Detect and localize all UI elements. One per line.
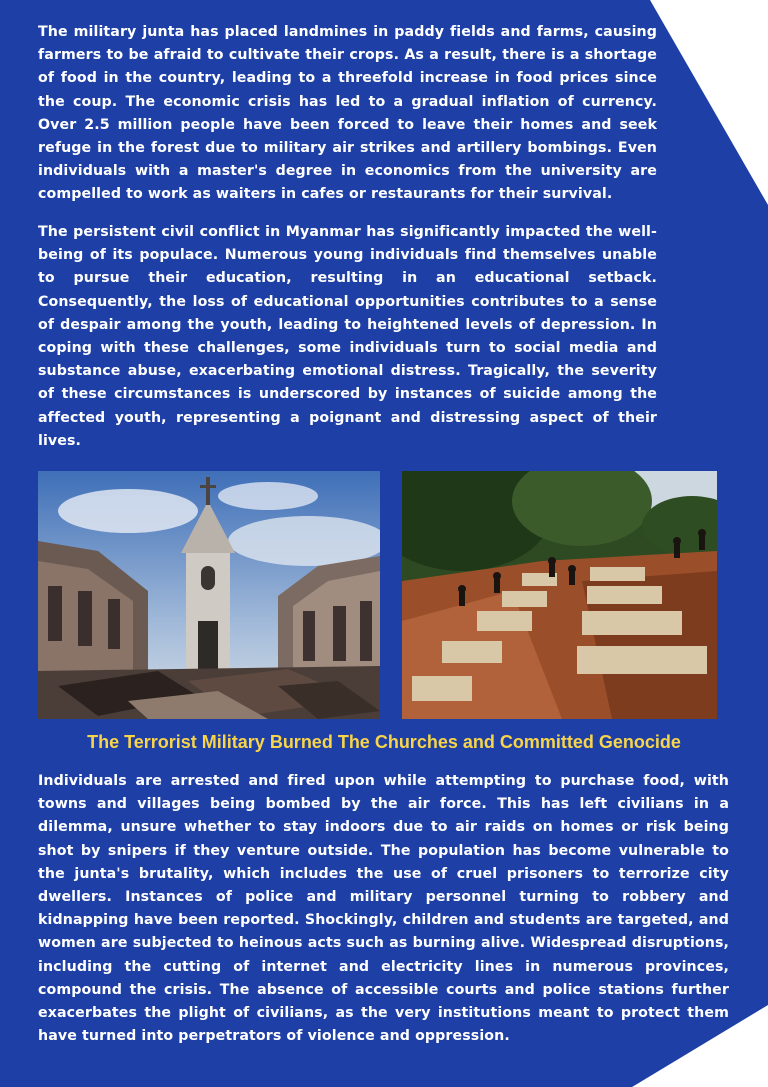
- paragraph-landmines-food-crisis: The military junta has placed landmines in paddy fields and farms, causing farmers to be afraid to cultivate their crops. As a result, there is a shortage of food in the country, leading to a threefold increase in food prices since the coup. The economic crisis has led to a gradual inflation of currency. Over 2.5 million people have been forced to leave their homes and seek refuge in the forest due to military air strikes and artillery bombings. Even individuals with a master's degree in economics from the university are compelled to work as waiters in cafes or restaurants for their survival.: [38, 24, 657, 203]
- photo-caption: The Terrorist Military Burned The Churches and Committed Genocide: [87, 732, 681, 752]
- paragraph-civilian-violence: Individuals are arrested and fired upon while attempting to purchase food, with towns and villages being bombed by the air force. This has left civilians in a dilemma, unsure whether to stay indoors due to air raids on homes or risk being shot by snipers if they venture outside. The population has become vulnerable to the junta's brutality, which includes the use of cruel prisoners to terrorize city dwellers. Instances of police and military personnel turning to robbery and kidnapping have been reported. Shockingly, children and students are targeted, and women are subjected to heinous acts such as burning alive. Widespread disruptions, including the cutting of internet and electricity lines in numerous provinces, compound the crisis. The absence of accessible courts and police stations further exacerbates the plight of civilians, as the very institutions meant to protect them have turned into perpetrators of violence and oppression.: [38, 773, 729, 1045]
- mass-graves-photo: [402, 471, 717, 719]
- burned-church-photo: [38, 471, 380, 719]
- paragraph-youth-education: The persistent civil conflict in Myanmar has significantly impacted the well-being of its populace. Numerous young individuals find themselves unable to pursue their education, resulting in an educational setback. Consequently, the loss of educational opportunities contributes to a sense of despair among the youth, leading to heightened levels of depression. In coping with these challenges, some individuals turn to social media and substance abuse, exacerbating emotional distress. Tragically, the severity of these circumstances is underscored by instances of suicide among the affected youth, representing a poignant and distressing aspect of their lives.: [38, 224, 657, 449]
